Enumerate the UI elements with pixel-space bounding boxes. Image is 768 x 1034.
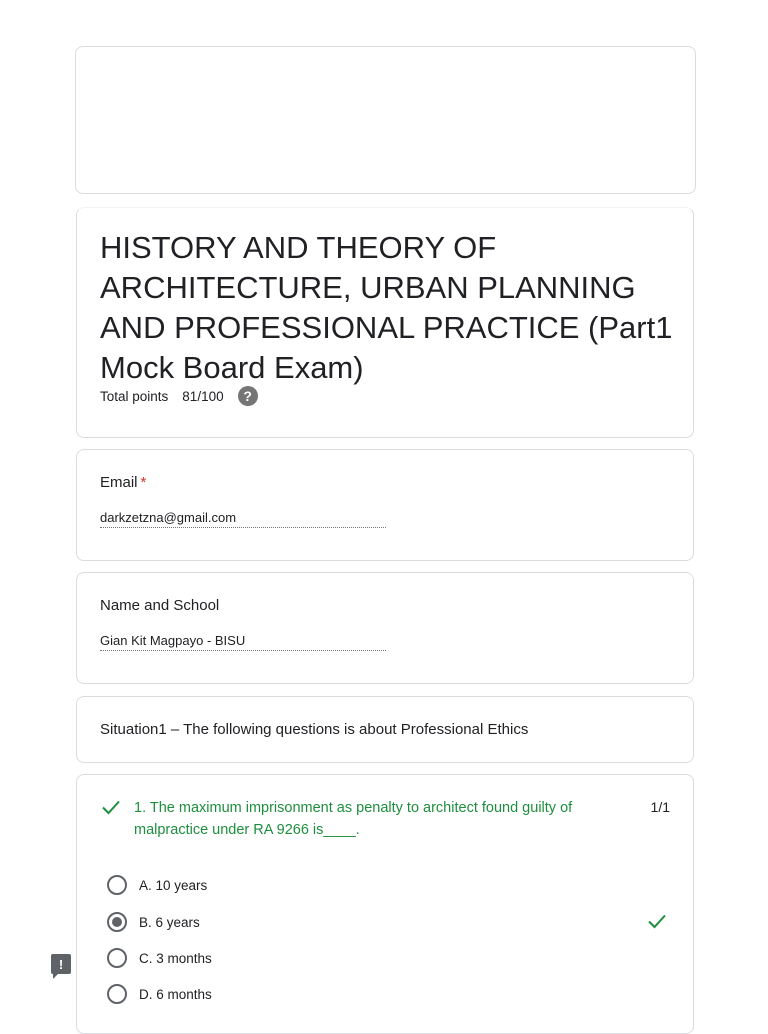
name-school-answer: Gian Kit Magpayo - BISU	[100, 633, 386, 651]
required-marker: *	[140, 474, 147, 491]
option-d[interactable]	[107, 983, 667, 1005]
form-title: HISTORY AND THEORY OF ARCHITECTURE, URBAN PLANNING AND PROFESSIONAL PRACTICE (Part1 Mock Board Exam)	[100, 230, 673, 385]
total-points-row	[100, 386, 258, 406]
option-label: C. 3 months	[139, 950, 212, 966]
situation-text: Situation1 – The following questions is about Professional Ethics	[100, 721, 529, 738]
radio-button[interactable]	[107, 875, 127, 895]
option-label: B. 6 years	[139, 914, 200, 930]
option-a[interactable]	[107, 874, 667, 896]
name-school-label: Name and School	[100, 597, 220, 614]
email-question-card	[76, 449, 694, 561]
option-b[interactable]	[107, 911, 667, 933]
email-label	[100, 474, 146, 491]
option-label: A. 10 years	[139, 877, 208, 893]
email-label-text: Email	[100, 474, 138, 491]
email-answer: darkzetzna@gmail.com	[100, 510, 386, 528]
form-title-card	[76, 207, 694, 438]
name-school-question-card	[76, 572, 694, 684]
correct-answer-check-icon	[647, 913, 667, 934]
total-points-label: Total points	[100, 388, 169, 404]
total-points-score: 81/100	[182, 388, 224, 404]
option-label: D. 6 months	[139, 986, 212, 1002]
help-icon[interactable]: ?	[238, 386, 258, 406]
situation-section-card	[76, 696, 694, 763]
header-banner	[75, 46, 696, 194]
question-1-points: 1/1	[650, 799, 670, 815]
question-1-text: 1. The maximum imprisonment as penalty to architect found guilty of malpractice under RA 9266 is____.	[134, 800, 573, 838]
option-c[interactable]	[107, 947, 667, 969]
question-1-card	[76, 774, 694, 1034]
radio-button[interactable]	[107, 948, 127, 968]
report-problem-icon[interactable]: !	[51, 954, 71, 974]
radio-button[interactable]	[107, 984, 127, 1004]
radio-button-selected[interactable]	[107, 912, 127, 932]
correct-check-icon	[101, 799, 121, 820]
